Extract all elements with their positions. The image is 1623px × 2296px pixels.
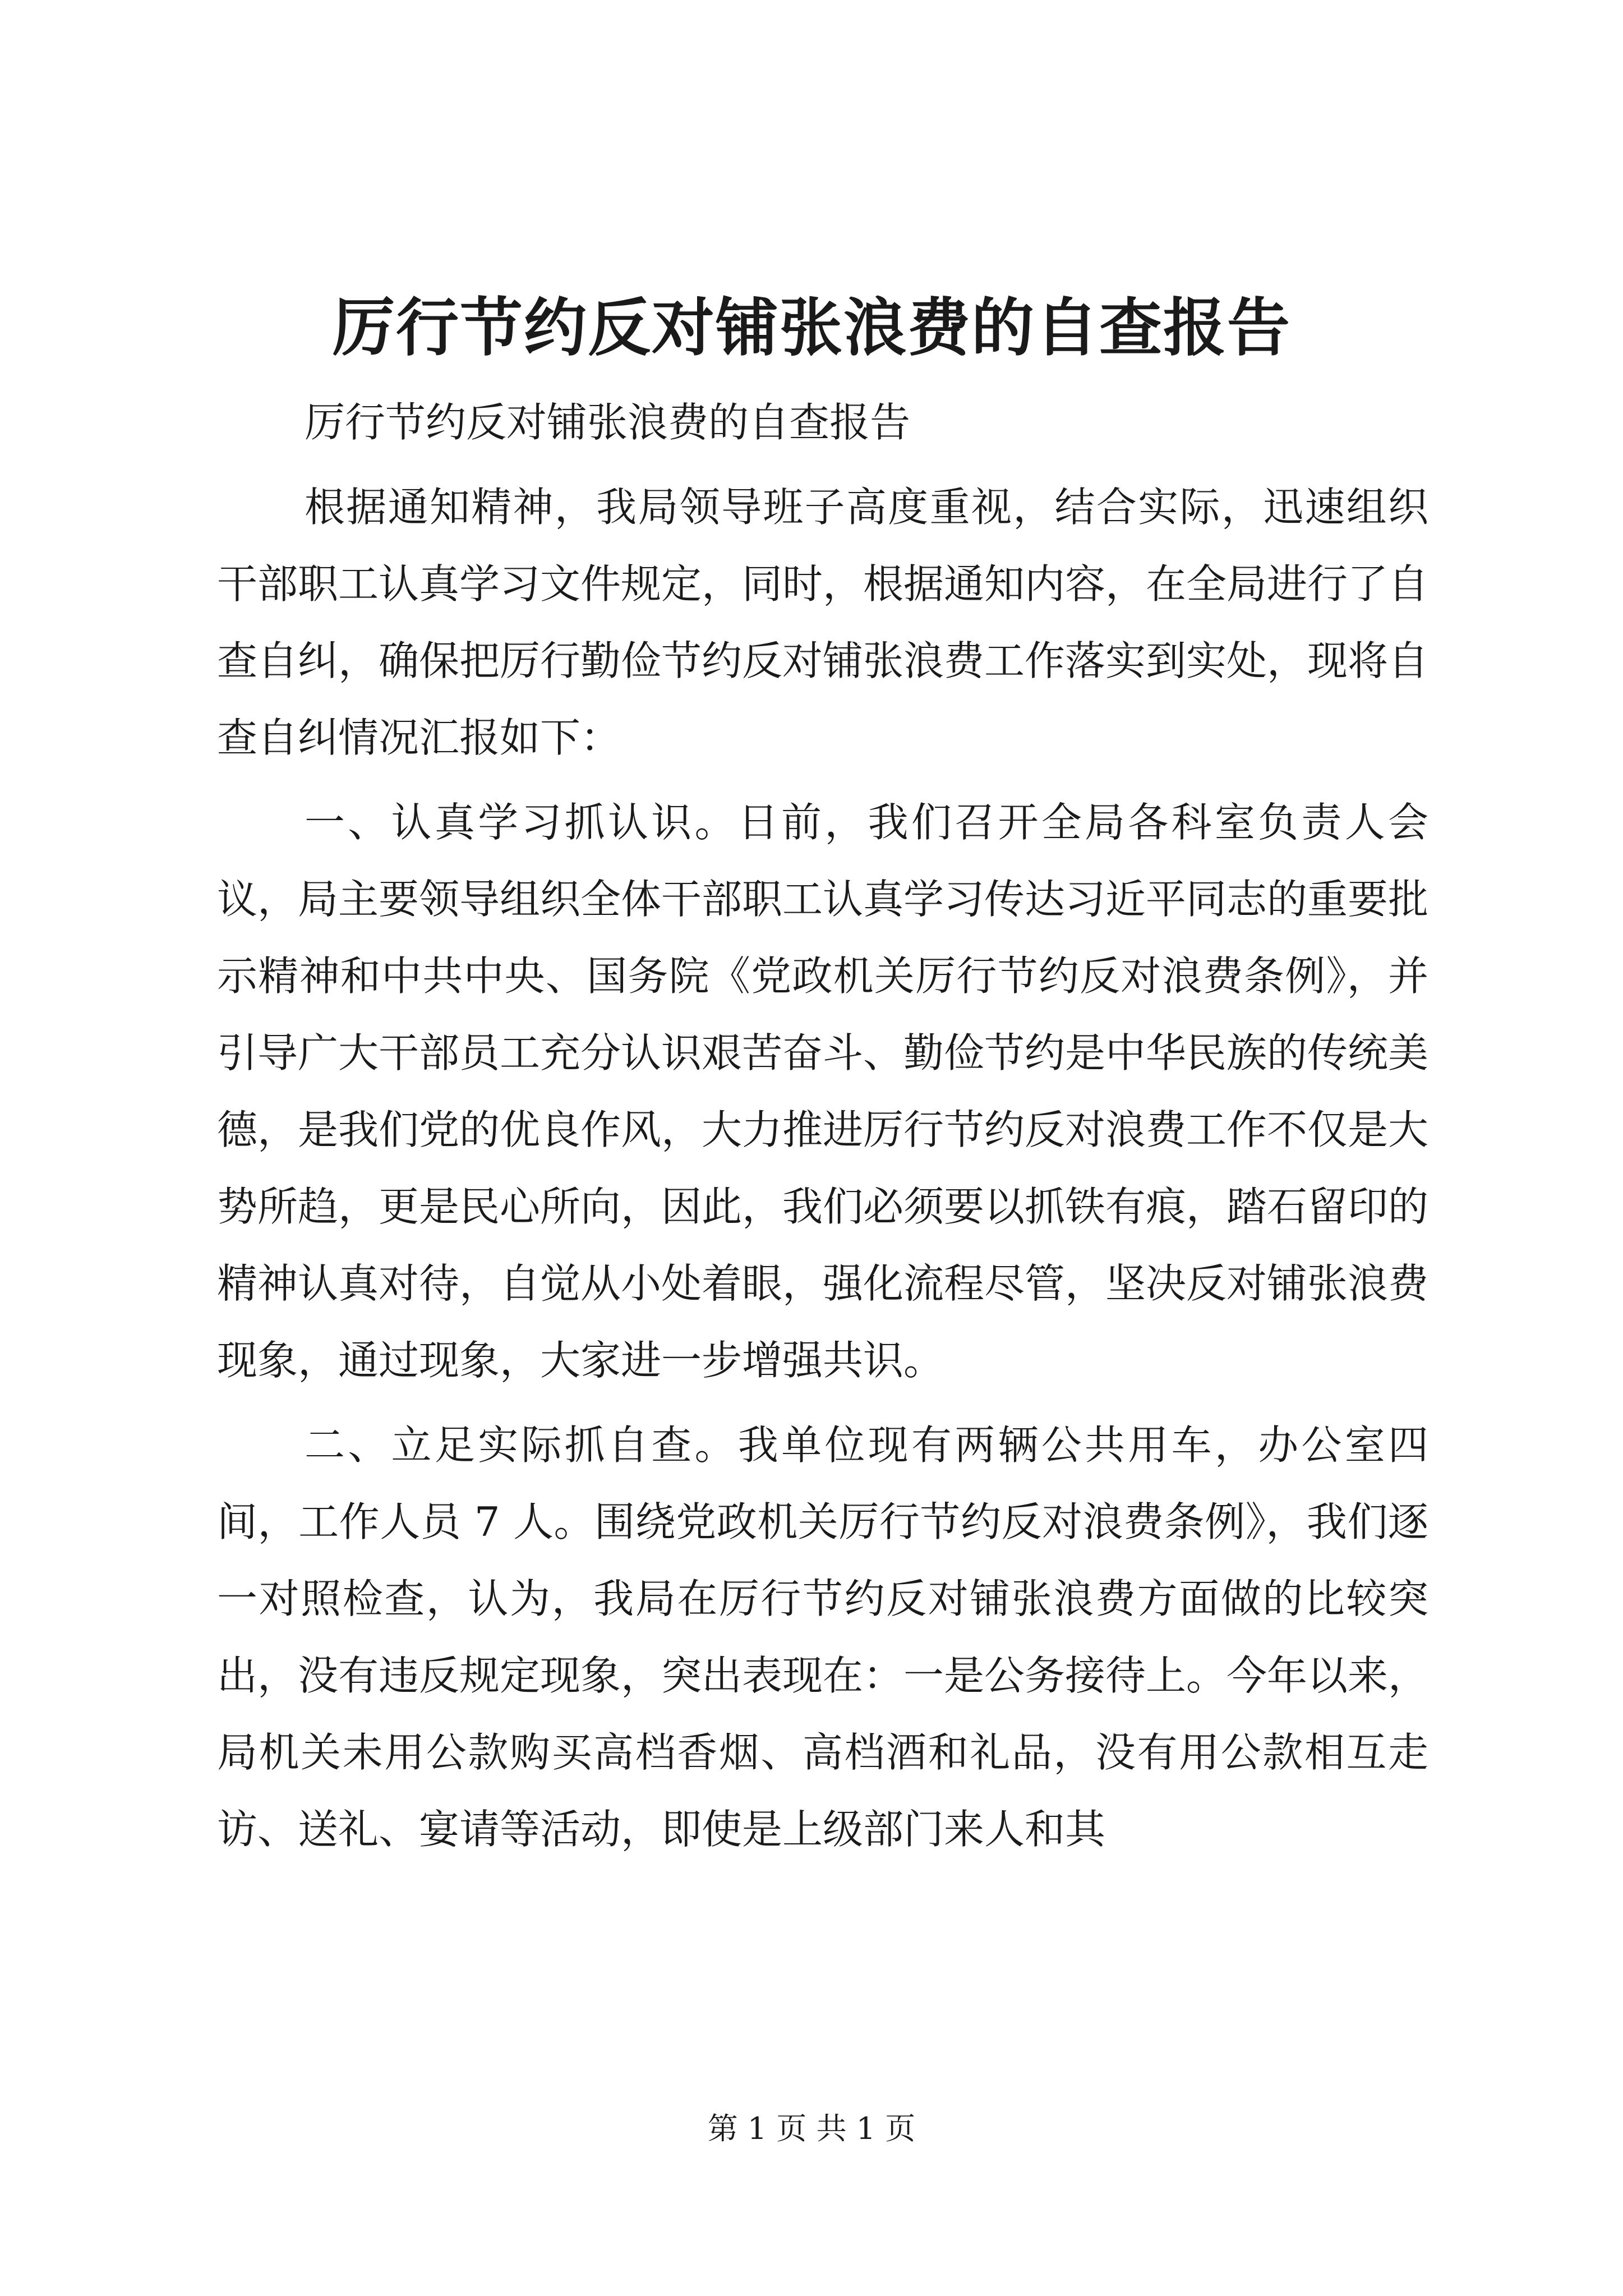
document-body [217,384,1428,1868]
paragraph-section-2: 二、立足实际抓自查。我单位现有两辆公共用车，办公室四间，工作人员 7 人。围绕党政机关厉行节约反对浪费条例》，我们逐一对照检查，认为，我局在厉行节约反对铺张浪费方面做的比较突出，没有违反规定现象，突出表现在：一是公务接待上。今年以来，局机关未用公款购买高档香烟、高档酒和礼品，没有用公款相互走访、送礼、宴请等活动，即使是上级部门来人和其 [217,1421,1429,1853]
document-title: 厉行节约反对铺张浪费的自查报告 [332,291,1291,365]
paragraph-subtitle: 厉行节约反对铺张浪费的自查报告 [305,399,911,446]
page-footer: 第 1 页 共 1 页 [707,2111,916,2146]
paragraph-intro: 根据通知精神，我局领导班子高度重视，结合实际，迅速组织干部职工认真学习文件规定，同时，根据通知内容，在全局进行了自查自纠，确保把厉行勤俭节约反对铺张浪费工作落实到实处，现将自查自纠情况汇报如下： [217,484,1429,761]
paragraph-section-1: 一、认真学习抓认识。日前，我们召开全局各科室负责人会议，局主要领导组织全体干部职工认真学习传达习近平同志的重要批示精神和中共中央、国务院《党政机关厉行节约反对浪费条例》，并引导广大干部员工充分认识艰苦奋斗、勤俭节约是中华民族的传统美德，是我们党的优良作风，大力推进厉行节约反对浪费工作不仅是大势所趋，更是民心所向，因此，我们必须要以抓铁有痕，踏石留印的精神认真对待，自觉从小处着眼，强化流程尽管，坚决反对铺张浪费现象，通过现象，大家进一步增强共识。 [217,799,1429,1384]
